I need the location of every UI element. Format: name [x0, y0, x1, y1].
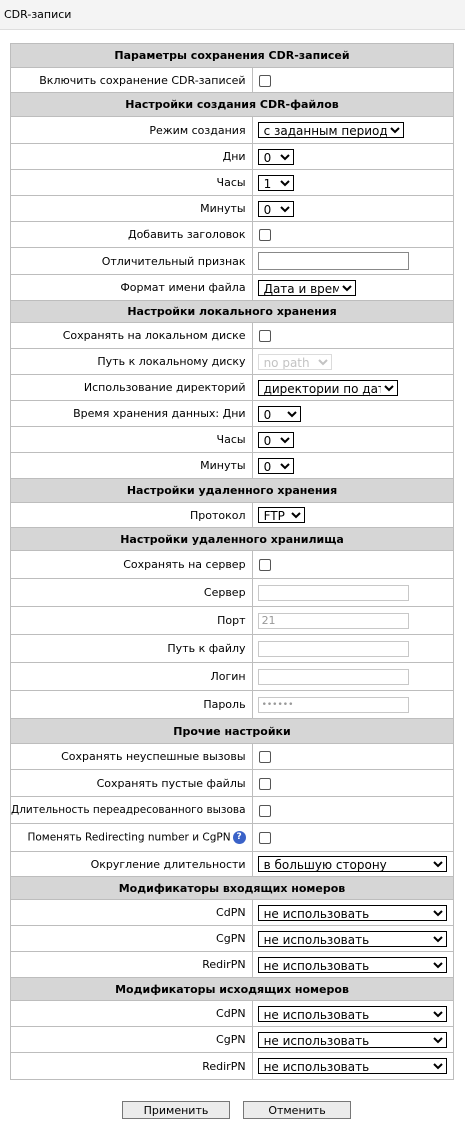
save-server-label: Сохранять на сервер — [11, 551, 253, 579]
port-label: Порт — [11, 607, 253, 635]
keep-days-select[interactable] — [258, 406, 301, 422]
server-label: Сервер — [11, 579, 253, 607]
redirect-duration-label: Длительность переадресованного вызова — [11, 797, 253, 824]
days-select[interactable] — [258, 149, 294, 165]
in-cdpn-select[interactable] — [258, 905, 447, 921]
row-out-cgpn — [11, 1027, 454, 1053]
keep-hours-label: Часы — [11, 427, 253, 453]
keep-hours-select[interactable] — [258, 432, 294, 448]
row-add-header — [11, 222, 454, 248]
out-cgpn-label: CgPN — [11, 1027, 253, 1053]
swap-redirecting-label: Поменять Redirecting number и CgPN — [27, 831, 231, 844]
minutes-label: Минуты — [11, 196, 253, 222]
cdr-settings-table — [10, 43, 454, 1080]
out-redirpn-label: RedirPN — [11, 1053, 253, 1080]
row-save-local — [11, 323, 454, 349]
name-format-select[interactable] — [258, 280, 356, 296]
redirect-duration-checkbox[interactable] — [259, 805, 271, 817]
distinct-sign-label: Отличительный признак — [11, 248, 253, 275]
row-file-path — [11, 635, 454, 663]
keep-minutes-select[interactable] — [258, 458, 294, 474]
local-path-select[interactable] — [258, 354, 332, 370]
local-path-label: Путь к локальному диску — [11, 349, 253, 375]
row-days — [11, 144, 454, 170]
login-label: Логин — [11, 663, 253, 691]
page-title-bar — [0, 0, 465, 30]
section-header-remote-storage: Настройки удаленного хранения — [11, 479, 454, 503]
row-dirs-usage — [11, 375, 454, 401]
out-cdpn-select[interactable] — [258, 1006, 447, 1022]
row-protocol — [11, 503, 454, 528]
protocol-select[interactable] — [258, 507, 305, 523]
row-server — [11, 579, 454, 607]
row-keep-days — [11, 401, 454, 427]
creation-mode-select[interactable] — [258, 122, 404, 138]
section-header-incoming-modifiers: Модификаторы входящих номеров — [11, 877, 454, 900]
row-out-redirpn — [11, 1053, 454, 1080]
distinct-sign-input[interactable] — [258, 252, 409, 270]
keep-minutes-label: Минуты — [11, 453, 253, 479]
add-header-checkbox[interactable] — [259, 229, 271, 241]
row-empty-files — [11, 770, 454, 797]
row-swap-redirecting — [11, 824, 454, 852]
apply-button[interactable]: Применить — [122, 1101, 230, 1119]
enable-cdr-checkbox[interactable] — [259, 75, 271, 87]
section-header-local-storage: Настройки локального хранения — [11, 301, 454, 323]
section-header-other: Прочие настройки — [11, 719, 454, 744]
row-keep-minutes — [11, 453, 454, 479]
action-buttons — [0, 1101, 465, 1119]
failed-calls-label: Сохранять неуспешные вызовы — [11, 744, 253, 770]
hours-select[interactable] — [258, 175, 294, 191]
row-in-cdpn — [11, 900, 454, 926]
port-input[interactable] — [258, 613, 409, 629]
section-header-file-creation: Настройки создания CDR-файлов — [11, 93, 454, 117]
row-in-cgpn — [11, 926, 454, 952]
in-redirpn-label: RedirPN — [11, 952, 253, 978]
password-input[interactable] — [258, 697, 409, 713]
enable-cdr-label: Включить сохранение CDR-записей — [11, 68, 253, 93]
help-icon[interactable]: ? — [233, 831, 246, 844]
days-label: Дни — [11, 144, 253, 170]
section-header-save-params: Параметры сохранения CDR-записей — [11, 44, 454, 68]
server-input[interactable] — [258, 585, 409, 601]
save-local-checkbox[interactable] — [259, 330, 271, 342]
save-local-label: Сохранять на локальном диске — [11, 323, 253, 349]
failed-calls-checkbox[interactable] — [259, 751, 271, 763]
out-redirpn-select[interactable] — [258, 1058, 447, 1074]
name-format-label: Формат имени файла — [11, 275, 253, 301]
add-header-label: Добавить заголовок — [11, 222, 253, 248]
row-login — [11, 663, 454, 691]
empty-files-checkbox[interactable] — [259, 778, 271, 790]
swap-redirecting-checkbox[interactable] — [259, 832, 271, 844]
in-cgpn-select[interactable] — [258, 931, 447, 947]
row-port — [11, 607, 454, 635]
rounding-select[interactable] — [258, 856, 447, 872]
row-save-server — [11, 551, 454, 579]
cancel-button[interactable]: Отменить — [243, 1101, 351, 1119]
password-label: Пароль — [11, 691, 253, 719]
row-enable-cdr — [11, 68, 454, 93]
empty-files-label: Сохранять пустые файлы — [11, 770, 253, 797]
section-header-outgoing-modifiers: Модификаторы исходящих номеров — [11, 978, 454, 1001]
out-cgpn-select[interactable] — [258, 1032, 447, 1048]
row-out-cdpn — [11, 1001, 454, 1027]
row-minutes — [11, 196, 454, 222]
file-path-label: Путь к файлу — [11, 635, 253, 663]
keep-days-label: Время хранения данных: Дни — [11, 401, 253, 427]
row-redirect-duration — [11, 797, 454, 824]
file-path-input[interactable] — [258, 641, 409, 657]
dirs-usage-select[interactable] — [258, 380, 398, 396]
row-name-format — [11, 275, 454, 301]
save-server-checkbox[interactable] — [259, 559, 271, 571]
protocol-label: Протокол — [11, 503, 253, 528]
row-in-redirpn — [11, 952, 454, 978]
row-local-path — [11, 349, 454, 375]
creation-mode-label: Режим создания — [11, 117, 253, 144]
page-title: CDR-записи — [4, 8, 72, 21]
row-failed-calls — [11, 744, 454, 770]
minutes-select[interactable] — [258, 201, 294, 217]
row-password — [11, 691, 454, 719]
rounding-label: Округление длительности — [11, 852, 253, 877]
row-keep-hours — [11, 427, 454, 453]
row-hours — [11, 170, 454, 196]
dirs-usage-label: Использование директорий — [11, 375, 253, 401]
row-rounding — [11, 852, 454, 877]
section-header-remote-repository: Настройки удаленного хранилища — [11, 528, 454, 551]
row-distinct-sign — [11, 248, 454, 275]
login-input[interactable] — [258, 669, 409, 685]
row-creation-mode — [11, 117, 454, 144]
in-cdpn-label: CdPN — [11, 900, 253, 926]
in-cgpn-label: CgPN — [11, 926, 253, 952]
in-redirpn-select[interactable] — [258, 957, 447, 973]
out-cdpn-label: CdPN — [11, 1001, 253, 1027]
hours-label: Часы — [11, 170, 253, 196]
